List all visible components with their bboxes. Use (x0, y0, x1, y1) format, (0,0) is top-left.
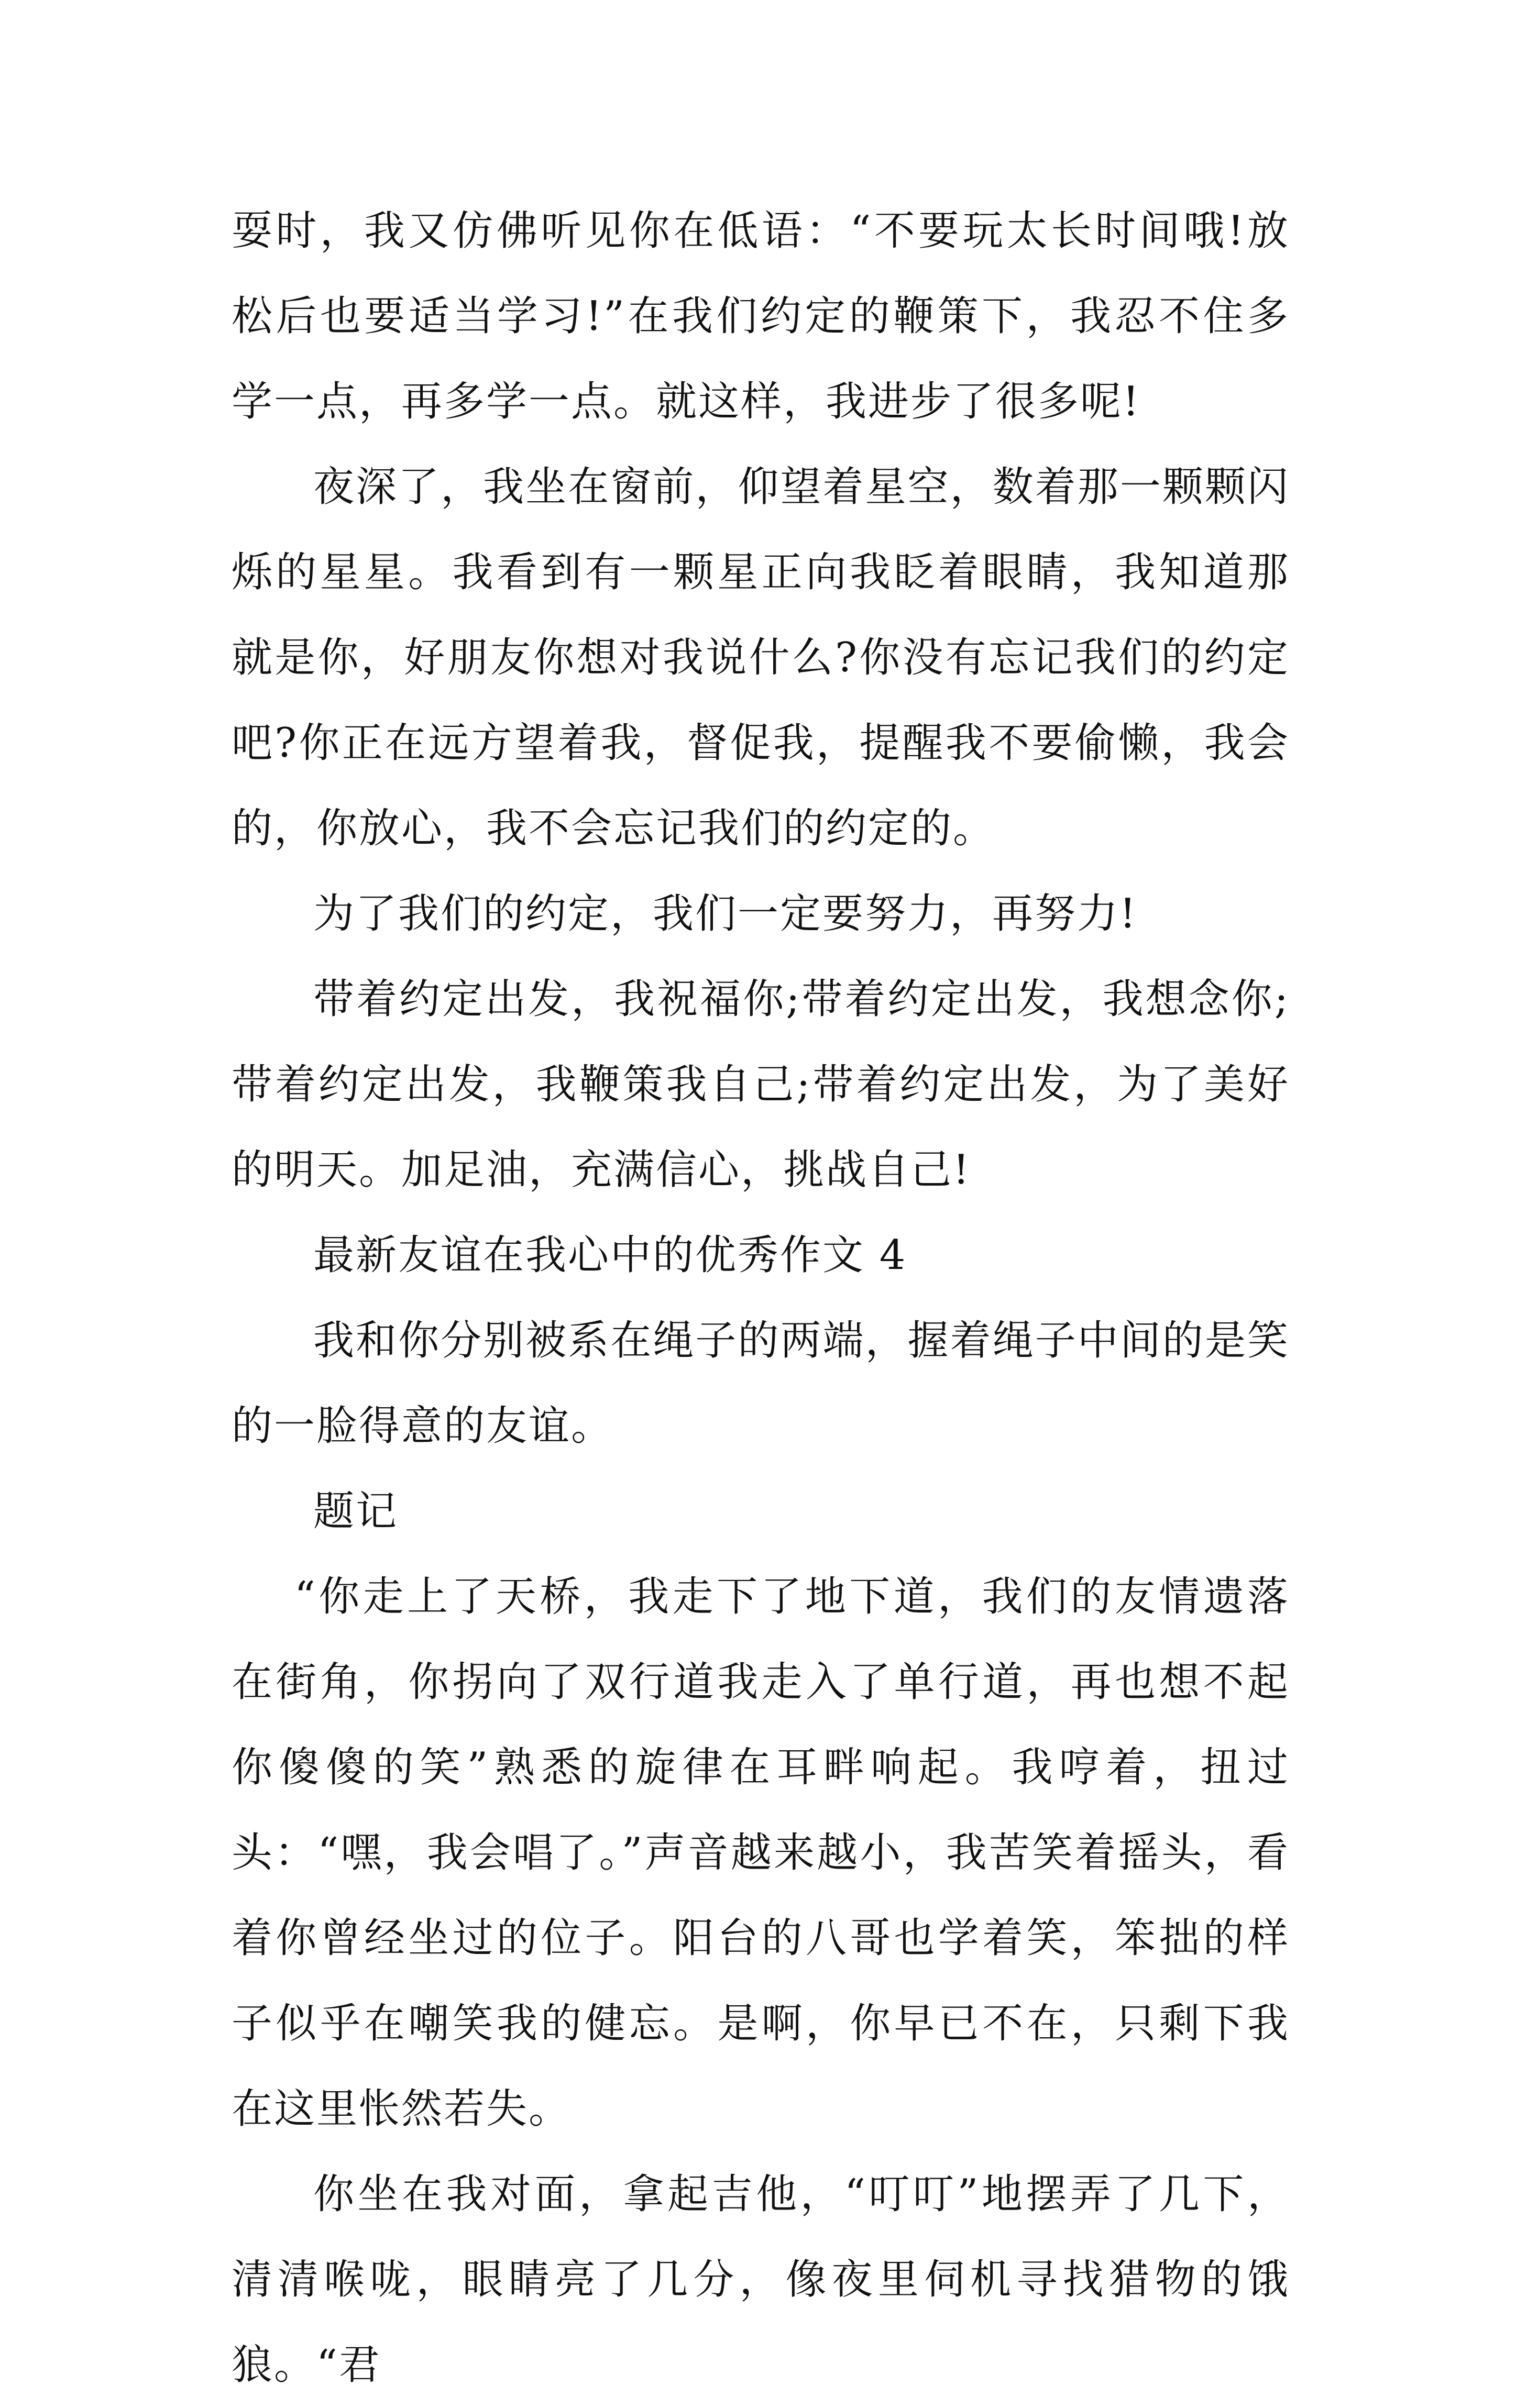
epigraph-label: 题记 (313, 1488, 399, 1535)
section-heading: 最新友谊在我心中的优秀作文 4 (313, 1232, 907, 1279)
paragraph-4: 带着约定出发，我祝福你;带着约定出发，我想念你;带着约定出发，我鞭策我自己;带着约定出发，为了美好的明天。加足油，充满信心，挑战自己! (232, 976, 1290, 1194)
paragraph-1: 耍时，我又仿佛听见你在低语：“不要玩太长时间哦!放松后也要适当学习!”在我们约定的鞭策下，我忍不住多学一点，再多学一点。就这样，我进步了很多呢! (232, 207, 1290, 425)
paragraph-2: 夜深了，我坐在窗前，仰望着星空，数着那一颗颗闪烁的星星。我看到有一颗星正向我眨着眼睛，我知道那就是你，好朋友你想对我说什么?你没有忘记我们的约定吧?你正在远方望着我，督促我，提醒我不要偷懒，我会的，你放心，我不会忘记我们的约定的。 (232, 463, 1290, 852)
paragraph-7: 你坐在我对面，拿起吉他，“叮叮”地摆弄了几下，清清喉咙，眼睛亮了几分，像夜里伺机寻找猎物的饿狼。“君 (232, 2171, 1290, 2389)
paragraph-5: 我和你分别被系在绳子的两端，握着绳子中间的是笑的一脸得意的友谊。 (232, 1317, 1290, 1450)
body-text (232, 189, 1290, 2408)
paragraph-6: “你走上了天桥，我走下了地下道，我们的友情遗落在街角，你拐向了双行道我走入了单行道，再也想不起你傻傻的笑”熟悉的旋律在耳畔响起。我哼着，扭过头：“嘿，我会唱了。”声音越来越小，我苦笑着摇头，看着你曾经坐过的位子。阳台的八哥也学着笑，笨拙的样子似乎在嘲笑我的健忘。是啊，你早已不在，只剩下我在这里怅然若失。 (232, 1573, 1290, 2133)
paragraph-3: 为了我们的约定，我们一定要努力，再努力! (313, 890, 1138, 937)
